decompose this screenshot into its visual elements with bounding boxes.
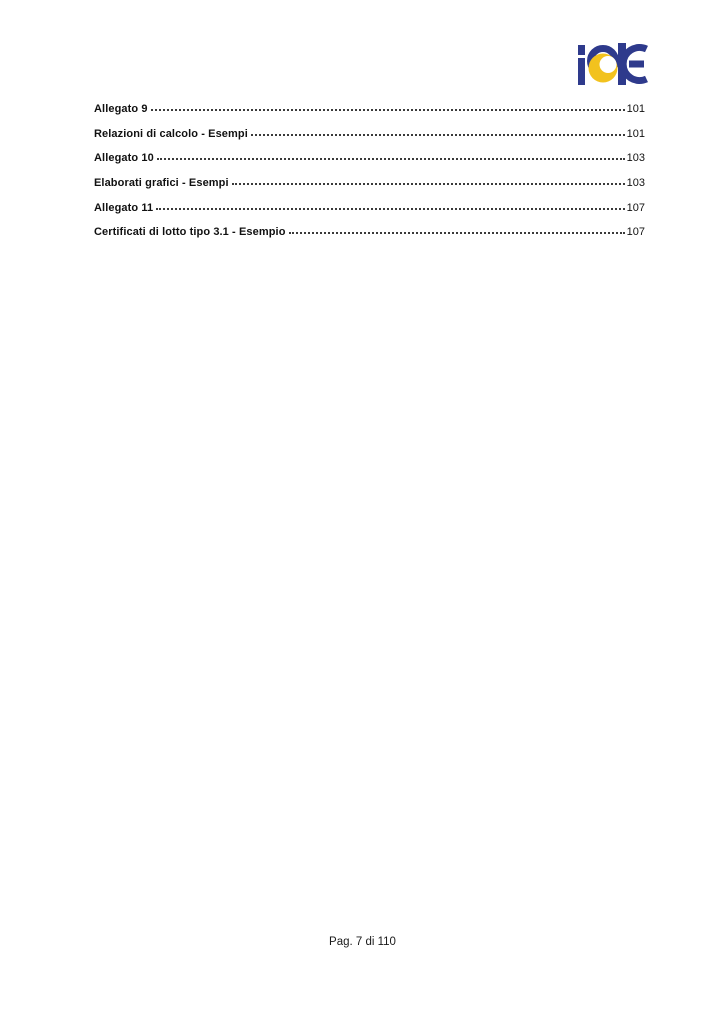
toc-leader-dots [157, 156, 625, 160]
toc-leader-dots [289, 230, 625, 234]
toc-entry-label: Allegato 9 [94, 103, 148, 115]
logo-letter-e-bar [629, 61, 644, 68]
logo-letter-i-top [578, 45, 585, 55]
toc-entry[interactable] [94, 122, 645, 147]
toc-leader-dots [156, 206, 624, 210]
logo-crescent [600, 56, 617, 73]
ipe-logo-icon [578, 42, 648, 88]
toc-entry-page: 101 [626, 127, 645, 140]
toc-entry-label: Certificati di lotto tipo 3.1 - Esempio [94, 226, 286, 239]
toc-entry-page: 103 [626, 152, 645, 165]
toc-entry-page: 107 [626, 201, 645, 214]
toc-entry-page: 101 [626, 103, 645, 115]
toc-leader-dots [151, 107, 625, 111]
toc-entry-label: Relazioni di calcolo - Esempi [94, 127, 248, 140]
toc-entry-page: 107 [626, 226, 645, 239]
toc-leader-dots [232, 181, 625, 185]
toc-entry-label: Allegato 10 [94, 152, 154, 165]
toc-entry[interactable] [94, 146, 645, 171]
toc-entry-label: Allegato 11 [94, 201, 154, 214]
toc-entry-page: 103 [626, 176, 645, 189]
table-of-contents [94, 97, 645, 245]
logo-letter-i-bar [578, 58, 585, 85]
toc-leader-dots [251, 132, 625, 136]
toc-entry-label: Elaborati grafici - Esempi [94, 176, 229, 189]
page-indicator: Pag. 7 di 110 [329, 936, 396, 948]
toc-entry[interactable] [94, 97, 645, 122]
toc-entry[interactable] [94, 196, 645, 221]
toc-entry[interactable] [94, 220, 645, 245]
toc-entry[interactable] [94, 171, 645, 196]
